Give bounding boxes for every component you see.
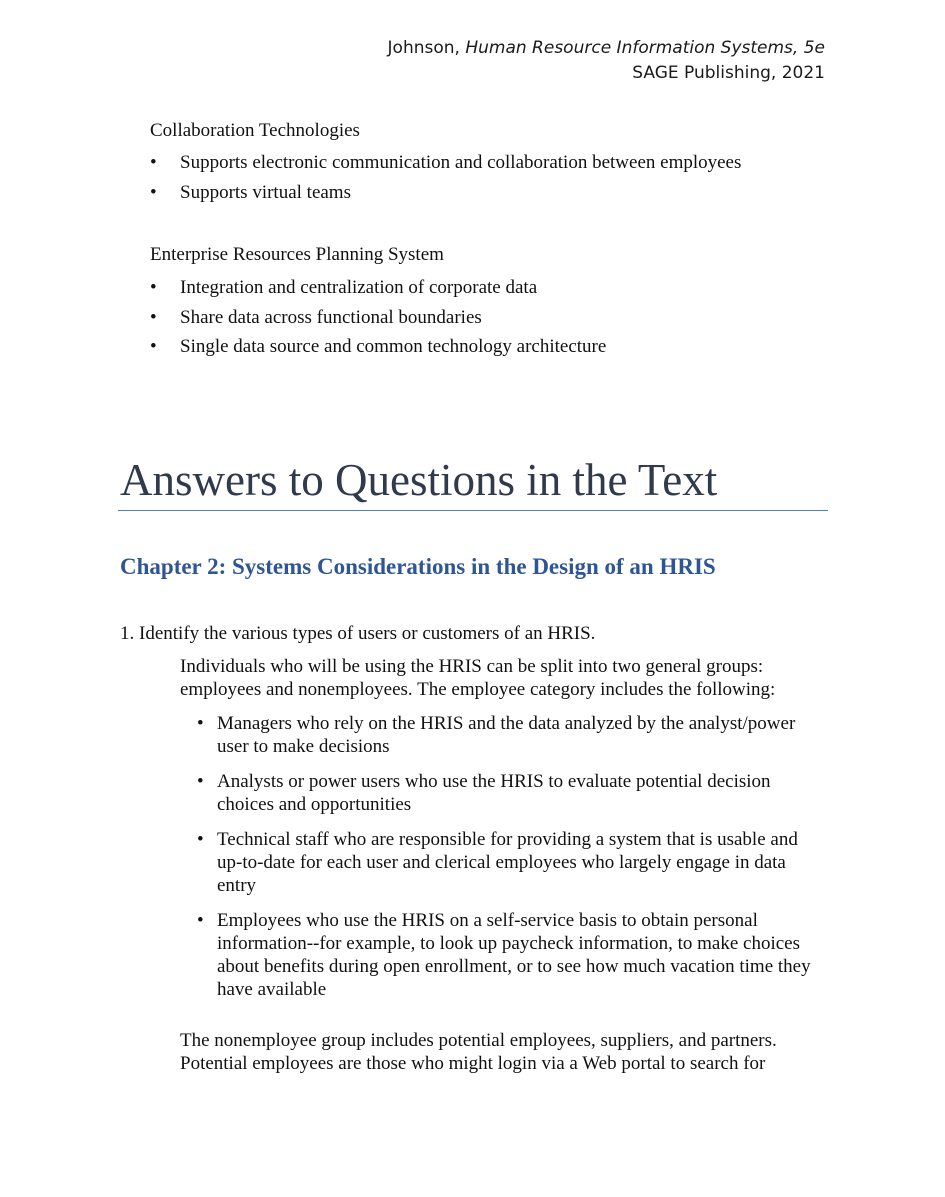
question-1: 1. Identify the various types of users or customers of an HRIS.: [120, 623, 596, 644]
collaboration-section: [150, 119, 850, 207]
list-item: • Supports electronic communication and collaboration between employees: [150, 148, 850, 178]
header-citation: [388, 36, 825, 61]
list-item: • Technical staff who are responsible for providing a system that is usable and up-to-date for each user and clerical employees who largely engage in data entry: [197, 828, 822, 897]
running-header: [388, 36, 825, 86]
list-item: • Analysts or power users who use the HRIS to evaluate potential decision choices and opportunities: [197, 770, 822, 816]
header-book-title: Human Resource Information Systems, 5e: [465, 38, 825, 58]
header-author: Johnson,: [387, 38, 466, 58]
erp-heading: Enterprise Resources Planning System: [150, 244, 444, 265]
chapter-title: Chapter 2: Systems Considerations in the Design of an HRIS: [120, 554, 716, 579]
nonemployee-paragraph: The nonemployee group includes potential employees, suppliers, and partners. Potential employees are those who might login via a Web portal to search for: [180, 1030, 777, 1074]
collaboration-list: [150, 148, 850, 207]
list-item: • Share data across functional boundaries: [150, 303, 850, 333]
list-item: • Integration and centralization of corporate data: [150, 273, 850, 303]
collaboration-heading: Collaboration Technologies: [150, 120, 360, 141]
answer-intro: Individuals who will be using the HRIS can be split into two general groups: employees and nonemployees. The employee category includes the following:: [180, 656, 776, 700]
employee-types-list: [197, 712, 822, 1001]
employee-types: [197, 712, 822, 1013]
list-item: • Managers who rely on the HRIS and the data analyzed by the analyst/power user to make decisions: [197, 712, 822, 758]
title-rule: [118, 510, 828, 511]
section-title: Answers to Questions in the Text: [120, 455, 718, 505]
erp-section: [150, 243, 850, 362]
header-publisher: SAGE Publishing, 2021: [632, 63, 825, 83]
erp-list: [150, 273, 850, 362]
list-item: • Single data source and common technology architecture: [150, 332, 850, 362]
list-item: • Employees who use the HRIS on a self-service basis to obtain personal information--for example, to look up paycheck information, to make choices about benefits during open enrollment, or to see how much vacation time they have available: [197, 909, 822, 1001]
list-item: • Supports virtual teams: [150, 178, 850, 208]
